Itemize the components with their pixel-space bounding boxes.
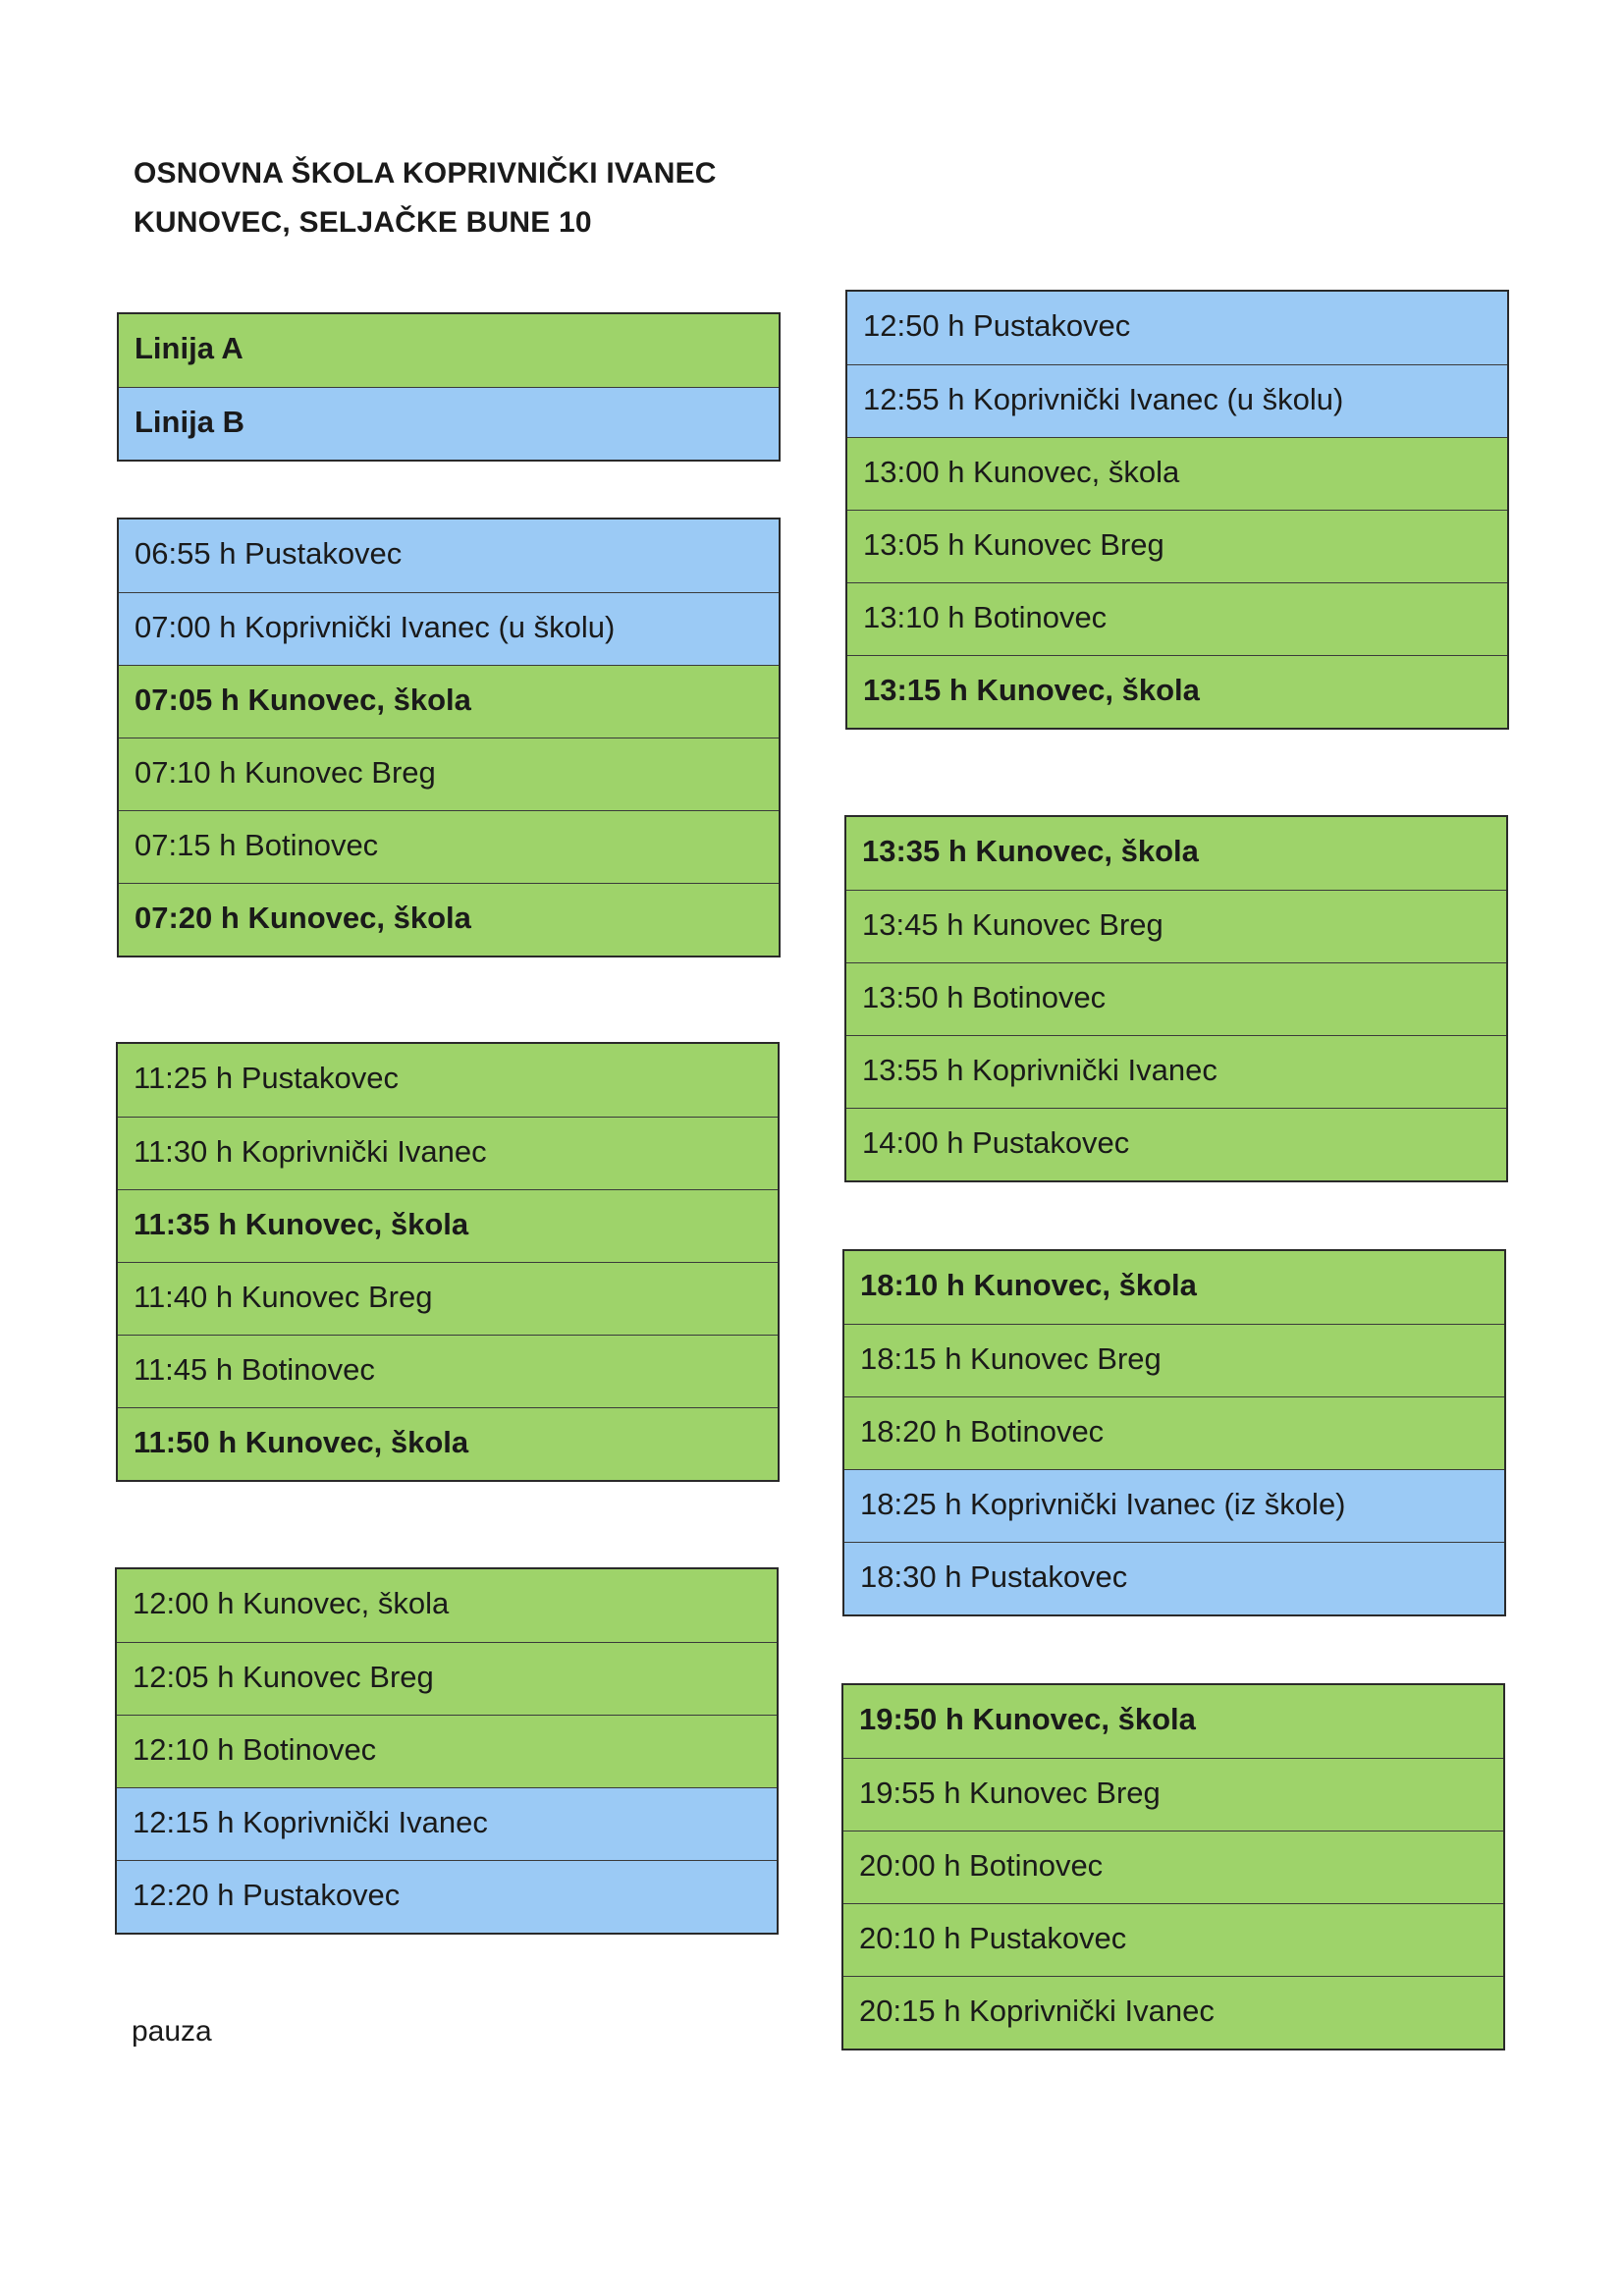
schedule-table-1200 [115, 1567, 779, 1935]
schedule-row: 12:00 h Kunovec, škola [117, 1569, 777, 1642]
schedule-row: 13:10 h Botinovec [847, 582, 1507, 655]
document-header [134, 149, 717, 247]
schedule-row: 06:55 h Pustakovec [119, 519, 779, 592]
schedule-table-1125 [116, 1042, 780, 1482]
school-name: OSNOVNA ŠKOLA KOPRIVNIČKI IVANEC [134, 157, 717, 190]
schedule-row: 13:55 h Koprivnički Ivanec [846, 1035, 1506, 1108]
schedule-row: 13:35 h Kunovec, škola [846, 817, 1506, 890]
schedule-table-0655 [117, 518, 781, 957]
schedule-row: 12:15 h Koprivnički Ivanec [117, 1787, 777, 1860]
schedule-row: 20:00 h Botinovec [843, 1831, 1503, 1903]
schedule-row: 07:10 h Kunovec Breg [119, 738, 779, 810]
schedule-row: 11:50 h Kunovec, škola [118, 1407, 778, 1480]
schedule-row: 12:50 h Pustakovec [847, 292, 1507, 364]
schedule-row: 07:00 h Koprivnički Ivanec (u školu) [119, 592, 779, 665]
schedule-row: 07:20 h Kunovec, škola [119, 883, 779, 956]
schedule-row: 12:55 h Koprivnički Ivanec (u školu) [847, 364, 1507, 437]
school-address: KUNOVEC, SELJAČKE BUNE 10 [134, 206, 592, 239]
schedule-row: 13:45 h Kunovec Breg [846, 890, 1506, 962]
legend-row: Linija A [119, 314, 779, 387]
schedule-row: 13:50 h Botinovec [846, 962, 1506, 1035]
schedule-row: 20:15 h Koprivnički Ivanec [843, 1976, 1503, 2049]
schedule-row: 13:05 h Kunovec Breg [847, 510, 1507, 582]
schedule-row: 11:25 h Pustakovec [118, 1044, 778, 1117]
schedule-row: 07:15 h Botinovec [119, 810, 779, 883]
schedule-row: 11:30 h Koprivnički Ivanec [118, 1117, 778, 1189]
schedule-row: 11:40 h Kunovec Breg [118, 1262, 778, 1335]
schedule-row: 12:20 h Pustakovec [117, 1860, 777, 1933]
schedule-row: 20:10 h Pustakovec [843, 1903, 1503, 1976]
legend-table [117, 312, 781, 462]
schedule-row: 13:00 h Kunovec, škola [847, 437, 1507, 510]
schedule-table-1950 [841, 1683, 1505, 2050]
schedule-table-1810 [842, 1249, 1506, 1616]
schedule-row: 11:45 h Botinovec [118, 1335, 778, 1407]
schedule-row: 18:25 h Koprivnički Ivanec (iz škole) [844, 1469, 1504, 1542]
schedule-row: 12:05 h Kunovec Breg [117, 1642, 777, 1715]
schedule-row: 18:30 h Pustakovec [844, 1542, 1504, 1614]
schedule-row: 07:05 h Kunovec, škola [119, 665, 779, 738]
schedule-row: 12:10 h Botinovec [117, 1715, 777, 1787]
pause-note: pauza [132, 2015, 212, 2048]
schedule-row: 19:55 h Kunovec Breg [843, 1758, 1503, 1831]
schedule-row: 11:35 h Kunovec, škola [118, 1189, 778, 1262]
schedule-row: 18:20 h Botinovec [844, 1396, 1504, 1469]
schedule-row: 13:15 h Kunovec, škola [847, 655, 1507, 728]
legend-row: Linija B [119, 387, 779, 460]
schedule-table-1250 [845, 290, 1509, 730]
schedule-row: 19:50 h Kunovec, škola [843, 1685, 1503, 1758]
schedule-row: 14:00 h Pustakovec [846, 1108, 1506, 1180]
schedule-table-1335 [844, 815, 1508, 1182]
schedule-row: 18:15 h Kunovec Breg [844, 1324, 1504, 1396]
schedule-row: 18:10 h Kunovec, škola [844, 1251, 1504, 1324]
